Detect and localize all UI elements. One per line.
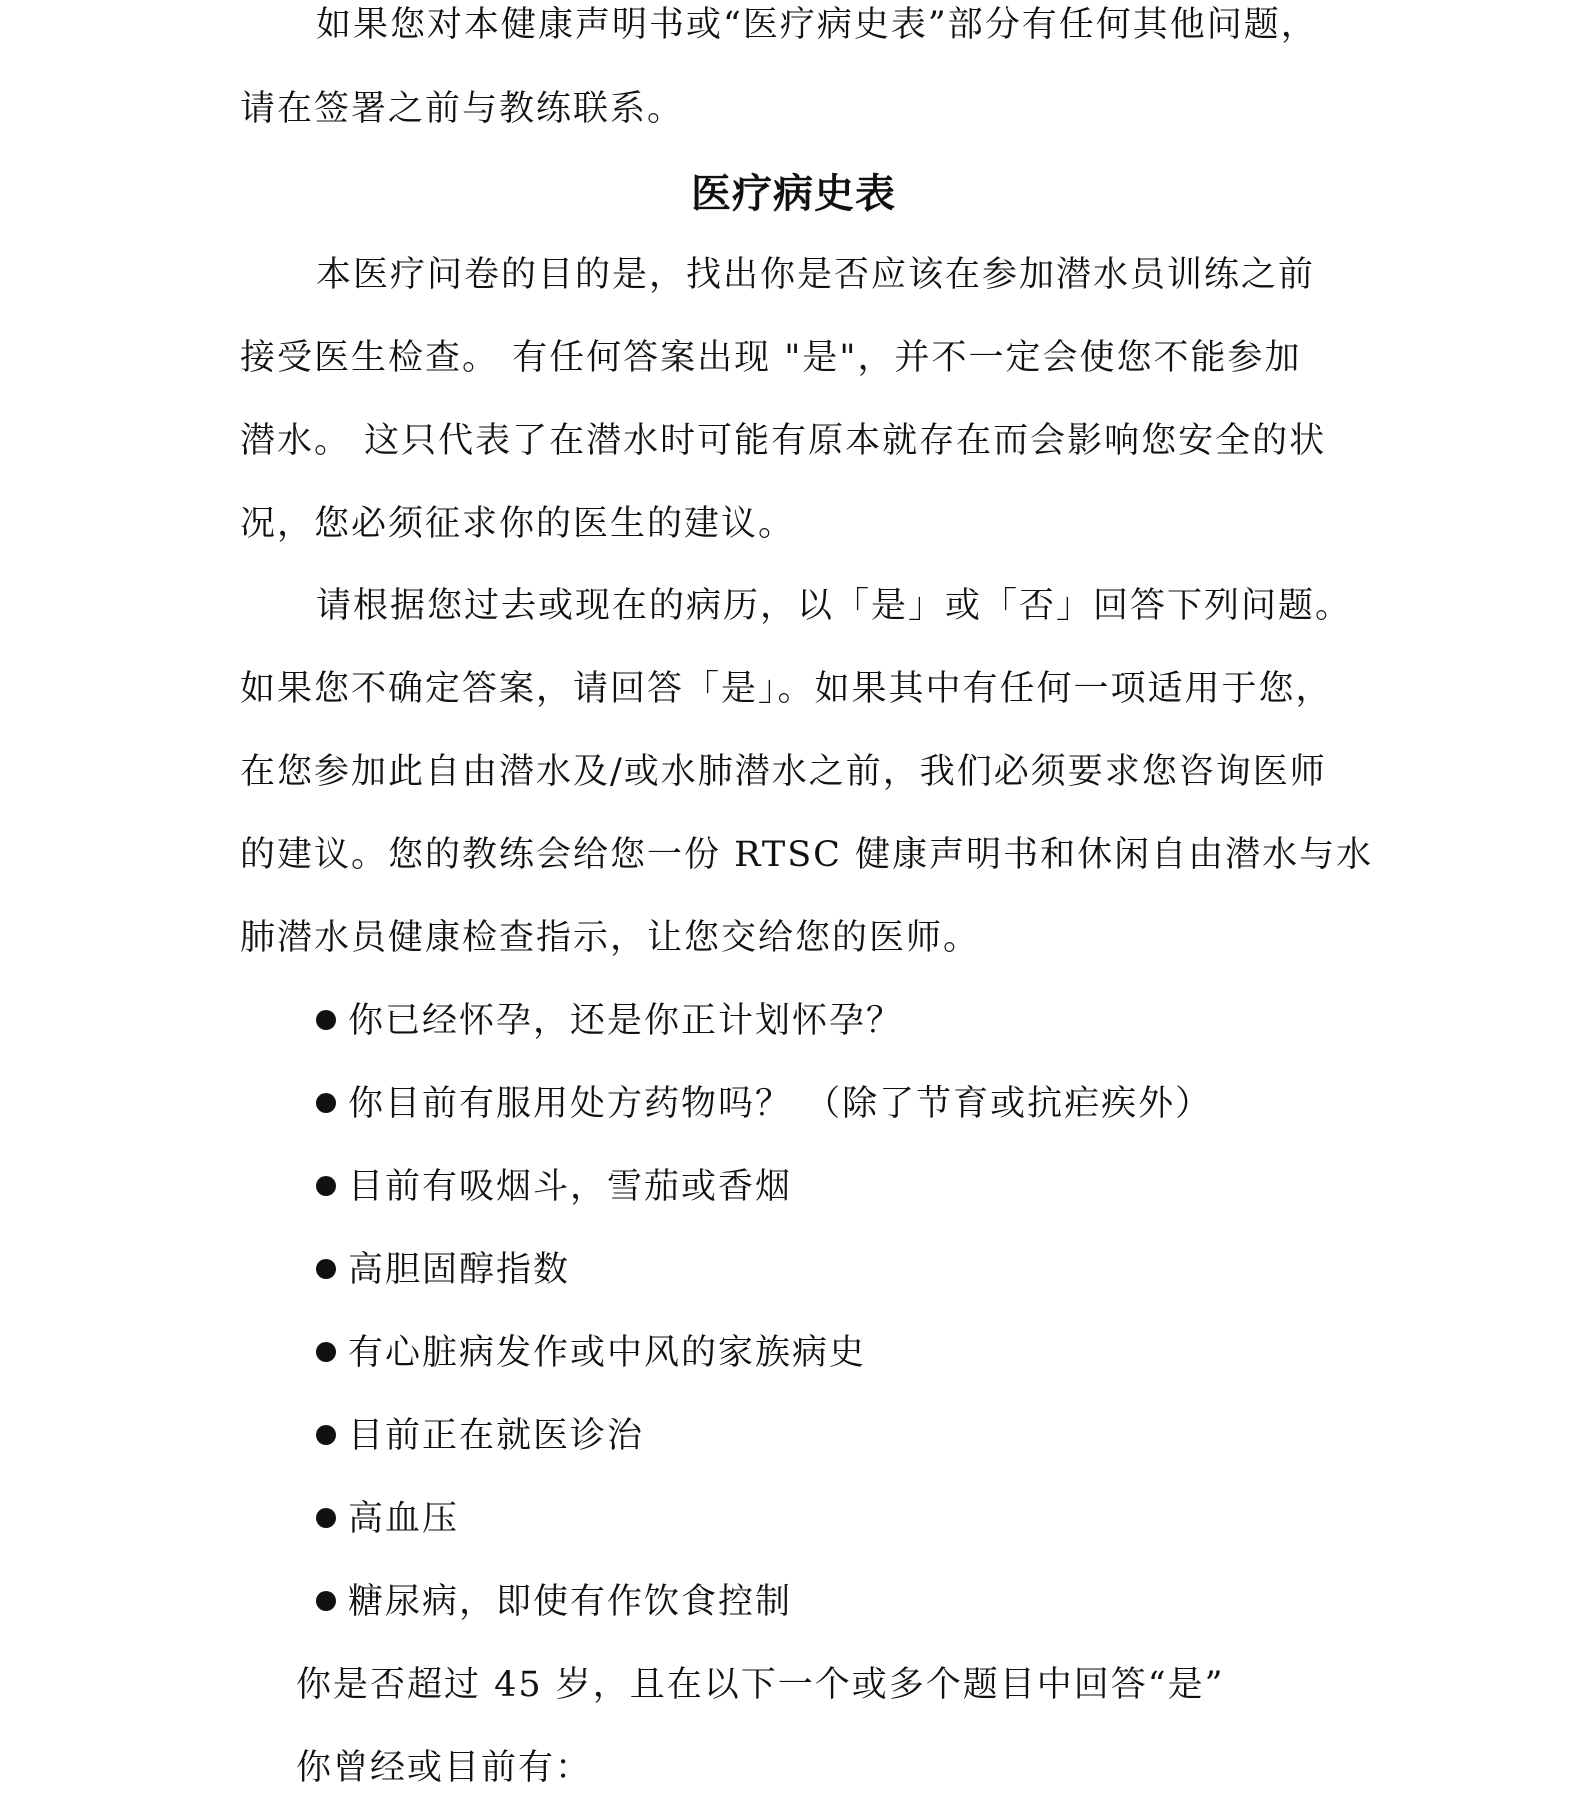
bullet-icon <box>316 1342 336 1362</box>
paragraph2-line-2: 如果您不确定答案，请回答「是」。如果其中有任何一项适用于您， <box>240 669 1333 709</box>
intro-line-1: 如果您对本健康声明书或“医疗病史表”部分有任何其他问题， <box>316 5 1318 45</box>
question-text: 有心脏病发作或中风的家族病史 <box>348 1333 867 1373</box>
list-item <box>316 1328 1316 1378</box>
list-item <box>316 1079 1316 1129</box>
page-title: 医疗病史表 <box>691 171 896 217</box>
paragraph2-line-5: 肺潜水员健康检查指示，让您交给您的医师。 <box>240 918 981 958</box>
history-prompt: 你曾经或目前有： <box>296 1748 593 1788</box>
paragraph1-line-2: 接受医生检查。 有任何答案出现 "是"，并不一定会使您不能参加 <box>240 338 1302 378</box>
bullet-icon <box>316 1508 336 1528</box>
intro-line-2: 请在签署之前与教练联系。 <box>240 89 685 129</box>
paragraph2-line-1: 请根据您过去或现在的病历，以「是」或「否」回答下列问题。 <box>316 586 1353 626</box>
bullet-icon <box>316 1425 336 1445</box>
paragraph2-line-3: 在您参加此自由潜水及/或水肺潜水之前，我们必须要求您咨询医师 <box>240 752 1327 792</box>
paragraph2-line-4: 的建议。您的教练会给您一份 RTSC 健康声明书和休闲自由潜水与水 <box>240 835 1374 875</box>
question-text: 你目前有服用处方药物吗？ （除了节育或抗疟疾外） <box>348 1084 1213 1124</box>
question-text: 高血压 <box>348 1499 460 1539</box>
age-question: 你是否超过 45 岁，且在以下一个或多个题目中回答“是” <box>296 1665 1225 1705</box>
list-item <box>316 1577 1316 1627</box>
question-text: 目前正在就医诊治 <box>348 1416 645 1456</box>
list-item <box>316 996 1316 1046</box>
paragraph1-line-4: 况，您必须征求你的医生的建议。 <box>240 504 796 544</box>
bullet-icon <box>316 1591 336 1611</box>
question-text: 高胆固醇指数 <box>348 1250 571 1290</box>
list-item <box>316 1494 1316 1544</box>
list-item <box>316 1162 1316 1212</box>
list-item <box>316 1411 1316 1461</box>
list-item <box>316 1245 1316 1295</box>
bullet-icon <box>316 1259 336 1279</box>
bullet-icon <box>316 1176 336 1196</box>
bullet-icon <box>316 1093 336 1113</box>
question-text: 糖尿病，即使有作饮食控制 <box>348 1582 793 1622</box>
paragraph1-line-3: 潜水。 这只代表了在潜水时可能有原本就存在而会影响您安全的状 <box>240 421 1327 461</box>
paragraph1-line-1: 本医疗问卷的目的是，找出你是否应该在参加潜水员训练之前 <box>316 255 1316 295</box>
question-text: 目前有吸烟斗，雪茄或香烟 <box>348 1167 793 1207</box>
question-text: 你已经怀孕，还是你正计划怀孕？ <box>348 1001 904 1041</box>
bullet-icon <box>316 1010 336 1030</box>
